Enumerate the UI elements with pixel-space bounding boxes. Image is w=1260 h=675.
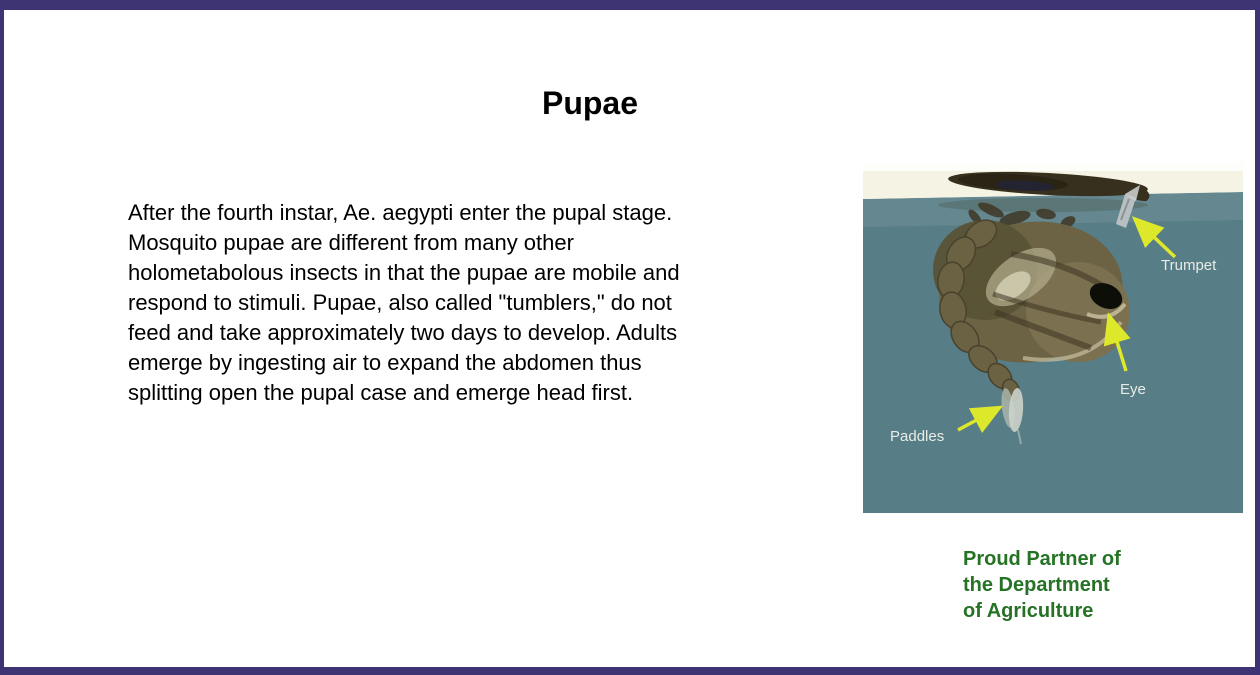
partner-credit [963,546,1121,624]
partner-credit-line: of Agriculture [963,600,1094,622]
pupa-photo-canvas [863,162,1243,513]
photo-top-white [863,162,1243,171]
body-text-line: Mosquito pupae are different from many other [128,230,574,255]
page-title: Pupae [541,85,639,121]
paddles-label: Paddles [890,428,945,445]
body-text-line: holometabolous insects in that the pupae are mobile and [128,260,680,285]
body-paragraph [128,198,680,408]
body-text-line: emerge by ingesting air to expand the abdomen thus [128,350,642,375]
partner-credit-line: the Department [963,574,1110,596]
body-text-line: splitting open the pupal case and emerge head first. [128,380,634,405]
body-text-line: respond to stimuli. Pupae, also called "tumblers," do not [128,290,672,315]
trumpet-label: Trumpet [1161,257,1217,274]
pupa-photo [863,162,1243,513]
eye-label: Eye [1120,381,1146,398]
body-text-line: After the fourth instar, Ae. aegypti enter the pupal stage. [128,200,673,225]
partner-credit-line: Proud Partner of [963,548,1121,570]
body-text-line: feed and take approximately two days to develop. Adults [128,320,678,345]
